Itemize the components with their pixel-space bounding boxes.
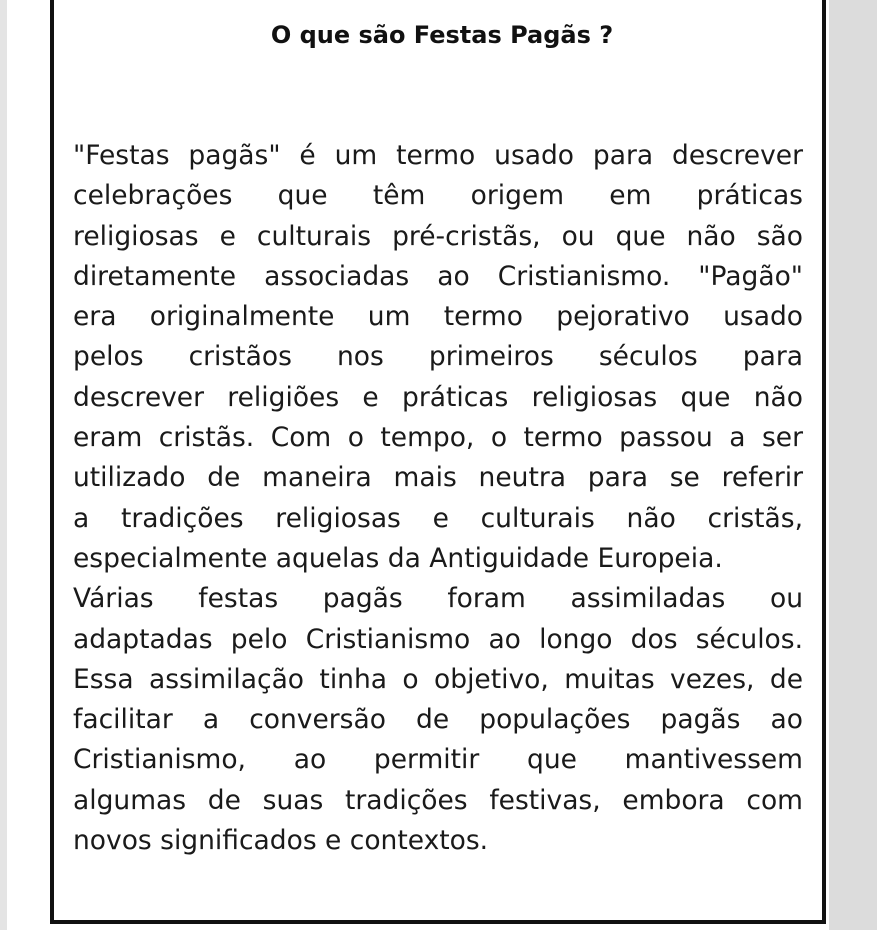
body-line: "Festas pagãs" é um termo usado para descrever: [73, 140, 803, 171]
body-line: adaptadas pelo Cristianismo ao longo dos séculos.: [73, 623, 803, 655]
body-line: Cristianismo, ao permitir que mantivessem: [73, 744, 803, 776]
document-body: [73, 136, 803, 861]
body-line: eram cristãs. Com o tempo, o termo passou a ser: [73, 422, 803, 454]
body-line: especialmente aquelas da Antiguidade Europeia.: [73, 542, 723, 574]
body-line: era originalmente um termo pejorativo usado: [73, 301, 803, 333]
body-line: religiosas e culturais pré-cristãs, ou que não são: [73, 220, 803, 252]
page-right-edge: [829, 0, 877, 930]
body-line: celebrações que têm origem em práticas: [73, 180, 803, 212]
body-line: pelos cristãos nos primeiros séculos para: [73, 341, 803, 373]
body-line: diretamente associadas ao Cristianismo. "Pagão": [73, 260, 803, 292]
body-line: a tradições religiosas e culturais não cristãs,: [73, 502, 803, 534]
body-line: algumas de suas tradições festivas, embora com: [73, 784, 803, 816]
body-line: descrever religiões e práticas religiosas que não: [73, 381, 803, 413]
body-line: Essa assimilação tinha o objetivo, muitas vezes, de: [73, 663, 803, 695]
document-title: O que são Festas Pagãs ?: [270, 21, 614, 49]
body-line: novos significados e contextos.: [73, 825, 489, 857]
body-line: Várias festas pagãs foram assimiladas ou: [73, 583, 803, 615]
document-frame: [50, 0, 826, 924]
body-line: facilitar a conversão de populações pagãs ao: [73, 704, 803, 736]
body-line: utilizado de maneira mais neutra para se referir: [73, 462, 803, 494]
page-left-edge: [0, 0, 7, 930]
